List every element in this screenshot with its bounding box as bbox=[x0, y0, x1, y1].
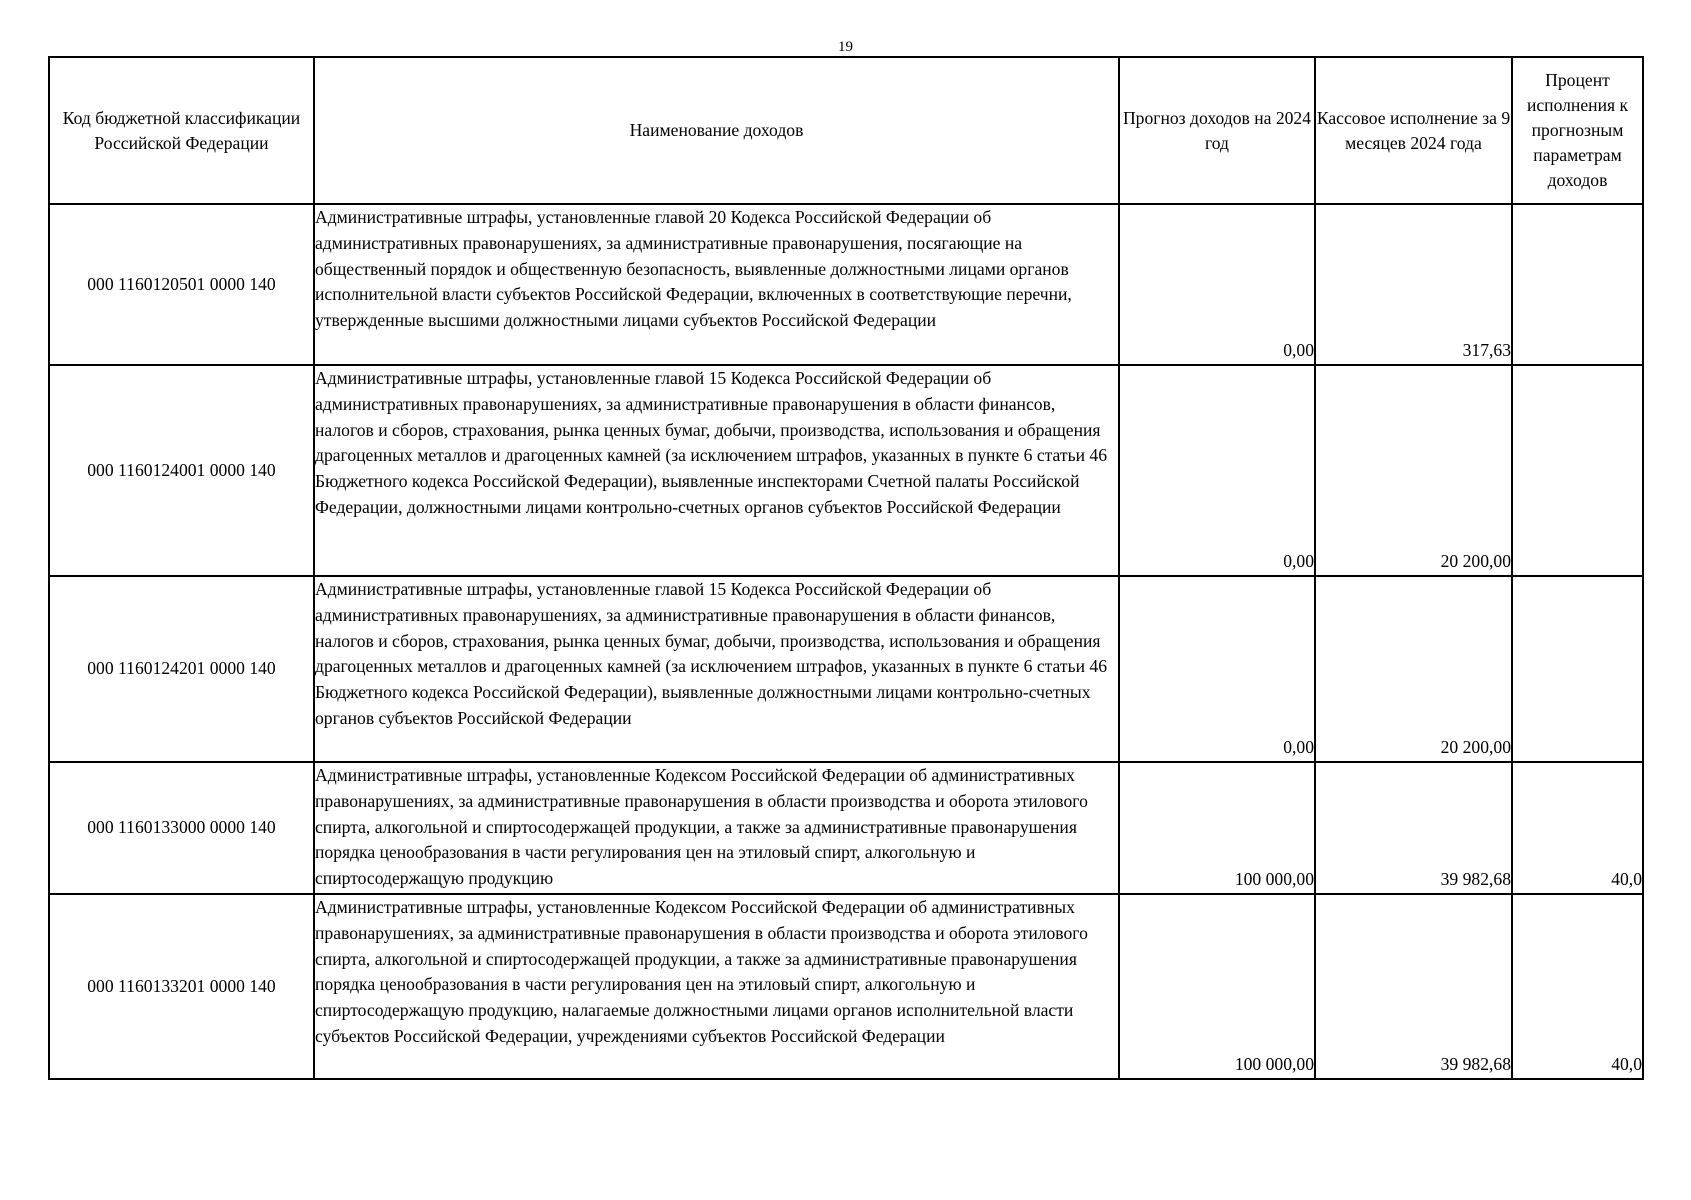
table-row bbox=[49, 204, 1643, 365]
cell-percent bbox=[1512, 365, 1643, 576]
cell-code: 000 1160124201 0000 140 bbox=[49, 576, 314, 762]
cell-name: Административные штрафы, установленные главой 15 Кодекса Российской Федерации об административных правонарушениях, за административные правонарушения в области финансов, налогов и сборов, страхования, рынка ценных бумаг, добычи, производства, использования и обращения драгоценных металлов и драгоценных камней (за исключением штрафов, указанных в пункте 6 статьи 46 Бюджетного кодекса Российской Федерации), выявленные инспекторами Счетной палаты Российской Федерации, должностными лицами контрольно-счетных органов субъектов Российской Федерации bbox=[314, 365, 1119, 576]
header-code: Код бюджетной классификации Российской Федерации bbox=[49, 57, 314, 204]
cell-forecast: 0,00 bbox=[1119, 365, 1315, 576]
cell-forecast: 0,00 bbox=[1119, 204, 1315, 365]
header-name: Наименование доходов bbox=[314, 57, 1119, 204]
income-table bbox=[48, 56, 1644, 1080]
cell-forecast: 100 000,00 bbox=[1119, 894, 1315, 1079]
page-number: 19 bbox=[838, 39, 853, 55]
cell-percent bbox=[1512, 204, 1643, 365]
table-row bbox=[49, 762, 1643, 894]
cell-percent: 40,0 bbox=[1512, 762, 1643, 894]
cell-cash: 39 982,68 bbox=[1315, 894, 1512, 1079]
cell-code: 000 1160133000 0000 140 bbox=[49, 762, 314, 894]
cell-cash: 20 200,00 bbox=[1315, 365, 1512, 576]
table-row bbox=[49, 365, 1643, 576]
cell-cash: 317,63 bbox=[1315, 204, 1512, 365]
cell-name: Административные штрафы, установленные Кодексом Российской Федерации об административных правонарушениях, за административные правонарушения в области производства и оборота этилового спирта, алкогольной и спиртосодержащей продукции, а также за административные правонарушения порядка ценообразования в части регулирования цен на этиловый спирт, алкогольную и спиртосодержащую продукцию, налагаемые должностными лицами органов исполнительной власти субъектов Российской Федерации, учреждениями субъектов Российской Федерации bbox=[314, 894, 1119, 1079]
table-header-row bbox=[49, 57, 1643, 204]
cell-percent: 40,0 bbox=[1512, 894, 1643, 1079]
cell-cash: 39 982,68 bbox=[1315, 762, 1512, 894]
cell-name: Административные штрафы, установленные главой 15 Кодекса Российской Федерации об административных правонарушениях, за административные правонарушения в области финансов, налогов и сборов, страхования, рынка ценных бумаг, добычи, производства, использования и обращения драгоценных металлов и драгоценных камней (за исключением штрафов, указанных в пункте 6 статьи 46 Бюджетного кодекса Российской Федерации), выявленные должностными лицами контрольно-счетных органов субъектов Российской Федерации bbox=[314, 576, 1119, 762]
cell-forecast: 100 000,00 bbox=[1119, 762, 1315, 894]
cell-code: 000 1160133201 0000 140 bbox=[49, 894, 314, 1079]
cell-code: 000 1160124001 0000 140 bbox=[49, 365, 314, 576]
table-row bbox=[49, 576, 1643, 762]
cell-percent bbox=[1512, 576, 1643, 762]
cell-forecast: 0,00 bbox=[1119, 576, 1315, 762]
cell-name: Административные штрафы, установленные главой 20 Кодекса Российской Федерации об административных правонарушениях, за административные правонарушения, посягающие на общественный порядок и общественную безопасность, выявленные должностными лицами органов исполнительной власти субъектов Российской Федерации, включенных в соответствующие перечни, утвержденные высшими должностными лицами субъектов Российской Федерации bbox=[314, 204, 1119, 365]
header-forecast: Прогноз доходов на 2024 год bbox=[1119, 57, 1315, 204]
cell-cash: 20 200,00 bbox=[1315, 576, 1512, 762]
header-percent: Процент исполнения к прогнозным параметрам доходов bbox=[1512, 57, 1643, 204]
header-cash-execution: Кассовое исполнение за 9 месяцев 2024 года bbox=[1315, 57, 1512, 204]
cell-code: 000 1160120501 0000 140 bbox=[49, 204, 314, 365]
cell-name: Административные штрафы, установленные Кодексом Российской Федерации об административных правонарушениях, за административные правонарушения в области производства и оборота этилового спирта, алкогольной и спиртосодержащей продукции, а также за административные правонарушения порядка ценообразования в части регулирования цен на этиловый спирт, алкогольную и спиртосодержащую продукцию bbox=[314, 762, 1119, 894]
table-row bbox=[49, 894, 1643, 1079]
